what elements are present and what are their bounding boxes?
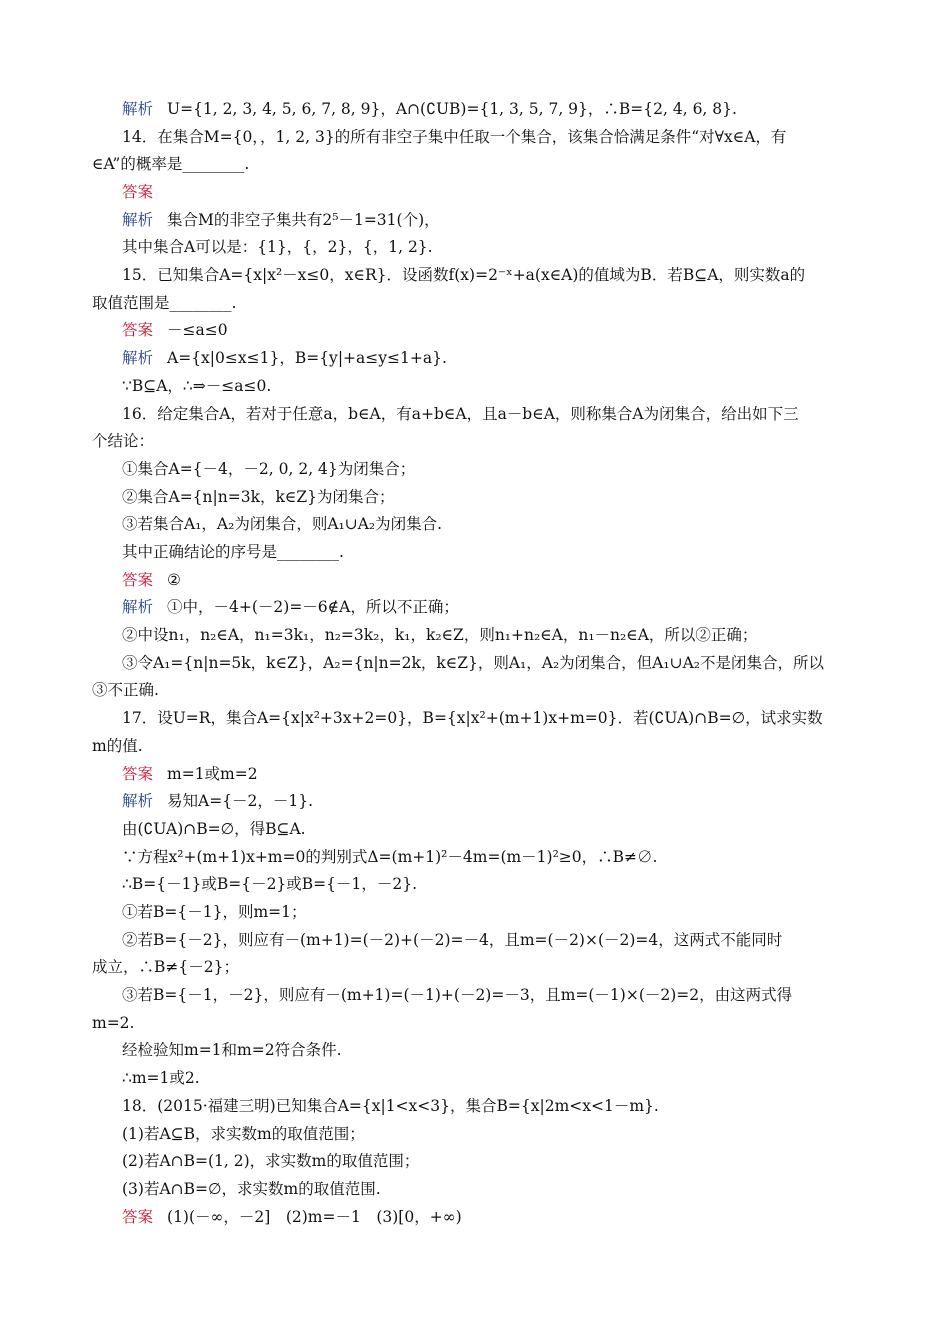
line-text: ②集合A={n|n=3k，k∈Z}为闭集合； bbox=[122, 488, 395, 506]
line-text: 15．已知集合A={x|x²－x≤0，x∈R}．设函数f(x)=2⁻ˣ+a(x∈A)的值域为B．若B⊆A，则实数a的 bbox=[122, 266, 806, 284]
line-text: 集合M的非空子集共有2⁵－1=31(个)， bbox=[167, 211, 440, 229]
answer-label: 答案 bbox=[122, 183, 154, 201]
line-text: 易知A={－2，－1}. bbox=[167, 792, 314, 810]
line-text: ∵B⊆A，∴⇒－≤a≤0. bbox=[122, 377, 272, 395]
line-text: ①中，－4+(－2)=－6∉A，所以不正确； bbox=[167, 598, 459, 616]
text-line bbox=[122, 456, 866, 482]
answer-label: 答案 bbox=[122, 321, 154, 339]
line-text: ∴m=1或2. bbox=[122, 1069, 200, 1087]
line-text: U={1, 2, 3, 4, 5, 6, 7, 8, 9}，A∩(∁UB)={1, 3, 5, 7, 9}，∴B={2, 4, 6, 8}. bbox=[167, 100, 737, 118]
text-line bbox=[122, 539, 866, 565]
text-line bbox=[92, 954, 866, 980]
text-line bbox=[122, 1176, 866, 1202]
solution-label: 解析 bbox=[122, 792, 154, 810]
line-text: －≤a≤0 bbox=[167, 321, 228, 339]
line-text: ③若集合A₁，A₂为闭集合，则A₁∪A₂为闭集合. bbox=[122, 515, 443, 533]
text-line bbox=[122, 844, 866, 870]
line-text: 成立，∴B≠{－2}； bbox=[92, 958, 239, 976]
text-line bbox=[92, 290, 866, 316]
line-text: ∴B={－1}或B={－2}或B={－1，－2}. bbox=[122, 875, 418, 893]
line-text: m=1或m=2 bbox=[167, 765, 258, 783]
text-line bbox=[122, 816, 866, 842]
line-text: ②中设n₁，n₂∈A，n₁=3k₁，n₂=3k₂，k₁，k₂∈Z，则n₁+n₂∈A，n₁－n₂∈A，所以②正确； bbox=[122, 626, 758, 644]
text-line bbox=[122, 401, 866, 427]
text-line bbox=[122, 788, 866, 814]
text-line bbox=[122, 927, 866, 953]
text-line bbox=[122, 345, 866, 371]
answer-label: 答案 bbox=[122, 1208, 154, 1226]
line-text: m的值. bbox=[92, 737, 143, 755]
text-line bbox=[122, 1093, 866, 1119]
line-text: 经检验知m=1和m=2符合条件. bbox=[122, 1041, 342, 1059]
line-text: ②若B={－2}，则应有－(m+1)=(－2)+(－2)=－4，且m=(－2)×(－2)=4，这两式不能同时 bbox=[122, 931, 783, 949]
line-text: (1)(－∞，－2] (2)m=－1 (3)[0，+∞) bbox=[167, 1208, 462, 1226]
text-line bbox=[122, 1065, 866, 1091]
text-line bbox=[122, 650, 866, 676]
solution-label: 解析 bbox=[122, 349, 154, 367]
text-line bbox=[122, 567, 866, 593]
text-line bbox=[122, 594, 866, 620]
text-line bbox=[122, 484, 866, 510]
line-text: (1)若A⊆B，求实数m的取值范围； bbox=[122, 1125, 365, 1143]
text-line bbox=[122, 622, 866, 648]
text-line bbox=[122, 1037, 866, 1063]
line-text: 14．在集合M={0，，1, 2, 3}的所有非空子集中任取一个集合，该集合恰满足条件“对∀x∈A，有 bbox=[122, 128, 787, 146]
line-text: (3)若A∩B=∅，求实数m的取值范围. bbox=[122, 1180, 381, 1198]
line-text: 其中正确结论的序号是________. bbox=[122, 543, 344, 561]
text-line bbox=[122, 124, 866, 150]
text-line bbox=[122, 511, 866, 537]
line-text: 其中集合A可以是：{1}，{，2}，{，1, 2}. bbox=[122, 238, 433, 256]
solution-label: 解析 bbox=[122, 211, 154, 229]
text-line bbox=[92, 733, 866, 759]
line-text: ③若B={－1，－2}，则应有－(m+1)=(－1)+(－2)=－3，且m=(－1)×(－2)=2，由这两式得 bbox=[122, 986, 793, 1004]
solution-label: 解析 bbox=[122, 100, 154, 118]
text-line bbox=[122, 1121, 866, 1147]
line-text: m=2. bbox=[92, 1014, 135, 1032]
text-line bbox=[122, 234, 866, 260]
text-line bbox=[122, 982, 866, 1008]
text-line bbox=[92, 428, 866, 454]
line-text: A={x|0≤x≤1}，B={y|+a≤y≤1+a}. bbox=[167, 349, 447, 367]
line-text: 16．给定集合A，若对于任意a，b∈A，有a+b∈A，且a－b∈A，则称集合A为闭集合，给出如下三 bbox=[122, 405, 799, 423]
line-text: 个结论： bbox=[92, 432, 155, 450]
line-text: 取值范围是________. bbox=[92, 294, 237, 312]
line-text: ② bbox=[167, 571, 181, 589]
line-text: ①集合A={－4，－2, 0, 2, 4}为闭集合； bbox=[122, 460, 416, 478]
line-text: ∵方程x²+(m+1)x+m=0的判别式Δ=(m+1)²－4m=(m－1)²≥0，∴B≠∅. bbox=[122, 848, 658, 866]
text-line bbox=[122, 1148, 866, 1174]
solution-label: 解析 bbox=[122, 598, 154, 616]
line-text: ①若B={－1}，则m=1； bbox=[122, 903, 307, 921]
text-line bbox=[122, 207, 866, 233]
text-line bbox=[122, 871, 866, 897]
answer-label: 答案 bbox=[122, 571, 154, 589]
text-line bbox=[122, 1204, 866, 1230]
text-line bbox=[122, 761, 866, 787]
line-text: ③不正确. bbox=[92, 681, 159, 699]
line-text: 18．(2015·福建三明)已知集合A={x|1<x<3}，集合B={x|2m<x<1－m}. bbox=[122, 1097, 659, 1115]
text-line bbox=[92, 677, 866, 703]
text-line bbox=[122, 705, 866, 731]
line-text: 由(∁UA)∩B=∅，得B⊆A. bbox=[122, 820, 306, 838]
line-text: (2)若A∩B=(1, 2)，求实数m的取值范围； bbox=[122, 1152, 420, 1170]
line-text: ③令A₁={n|n=5k，k∈Z}，A₂={n|n=2k，k∈Z}，则A₁，A₂为闭集合，但A₁∪A₂不是闭集合，所以 bbox=[122, 654, 824, 672]
text-line bbox=[122, 96, 866, 122]
line-text: 17．设U=R，集合A={x|x²+3x+2=0}，B={x|x²+(m+1)x+m=0}．若(∁UA)∩B=∅，试求实数 bbox=[122, 709, 823, 727]
text-line bbox=[92, 151, 866, 177]
text-line bbox=[122, 373, 866, 399]
answer-label: 答案 bbox=[122, 765, 154, 783]
text-line bbox=[122, 317, 866, 343]
text-line bbox=[92, 1010, 866, 1036]
text-line bbox=[122, 179, 866, 205]
text-line bbox=[122, 899, 866, 925]
line-text: ∈A”的概率是________. bbox=[92, 155, 250, 173]
text-line bbox=[122, 262, 866, 288]
